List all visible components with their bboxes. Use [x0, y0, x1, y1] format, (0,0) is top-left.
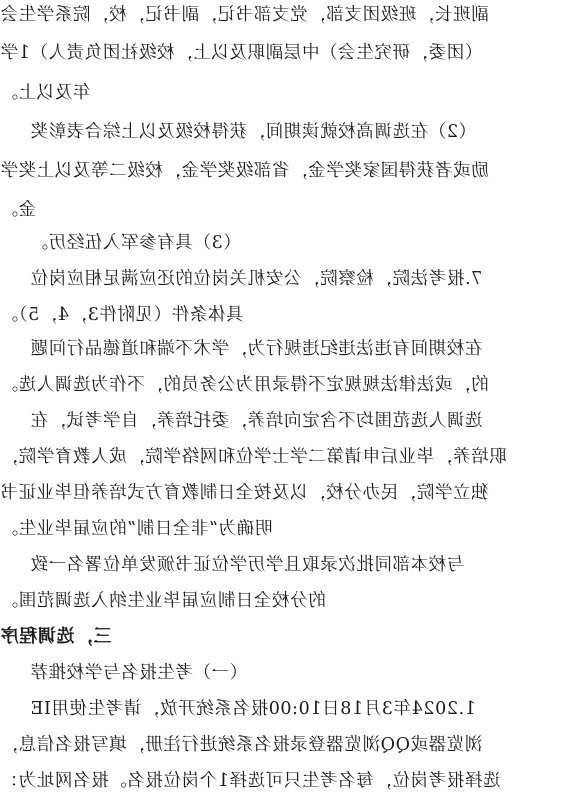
text-line: 副班长，班级团支部，党支部书记，副书记，校，院系学生会	[0, 5, 489, 25]
text-line: （3）具有参军入伍经历。	[30, 233, 241, 253]
text-line: 励或者获得国家奖学金，省部级奖学金，校级二等及以上奖学	[0, 161, 489, 181]
text-line: 选调人选范围均不含定向培养，委托培养，自学考试，在	[30, 411, 483, 431]
text-line: 选择报考岗位，每名考生只可选择1个岗位报名。报名网址为：	[0, 771, 501, 791]
text-line: 与校本部同批次录取且学历学位证书颁发单位署名一致	[30, 555, 465, 575]
subsection-heading: （一）考生报名与学校推荐	[30, 663, 248, 683]
text-line: （2）在选调高校就读期间，获得校级及以上综合表彰奖	[30, 122, 477, 142]
text-line: 的，或法律法规规定不得录用为公务员的，不作为选调人选。	[0, 375, 489, 395]
text-line: 1.2024年3月18日10:00报名系统开放，请考生使用IE	[30, 699, 476, 719]
text-line: 在校期间有违法违纪违规行为，学术不端和道德品行问题	[30, 339, 483, 359]
text-line: 的分校全日制应届毕业生纳入选调范围。	[0, 591, 326, 611]
section-heading: 三，选调程序	[0, 626, 112, 647]
text-line: 7.报考法院，检察院，公安机关岗位的还应满足相应岗位	[30, 269, 483, 289]
text-line: （团委，研究生会）中层副职及以上，校级社团负责人）1学	[0, 43, 483, 63]
text-line: 浏览器或QQ浏览器登录报名系统进行注册，填写报名信息，	[0, 735, 483, 755]
text-line: 独立学院，民办分校，以及按全日制教育方式培养但毕业证书	[0, 483, 489, 503]
text-line: 明确为“非全日制”的应届毕业生。	[0, 519, 273, 539]
text-line: 具体条件（见附件3，4，5）。	[0, 305, 244, 325]
text-line: 金。	[0, 200, 37, 220]
text-line: 职培养，毕业后申请第二学士学位和网络学院，成人教育学院，	[0, 447, 507, 467]
text-line: 年及以上。	[0, 83, 91, 103]
